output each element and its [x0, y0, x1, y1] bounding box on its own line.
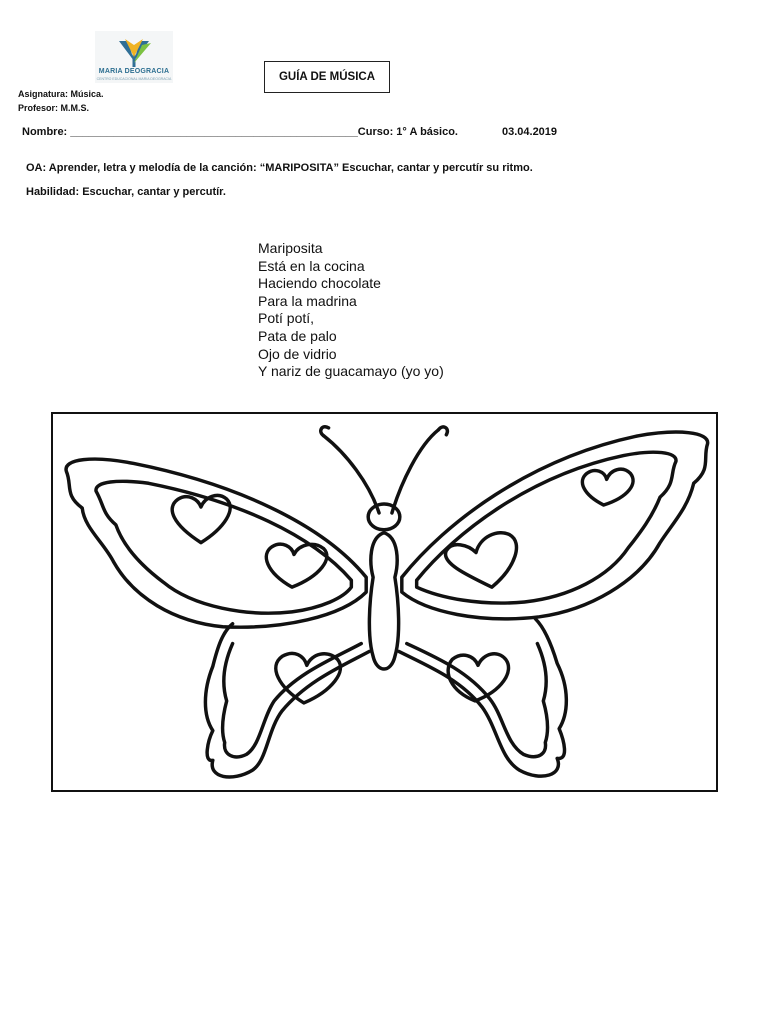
objective-habilidad: Habilidad: Escuchar, cantar y percutír. [26, 186, 226, 198]
lyric-line: Potí potí, [258, 310, 315, 327]
school-logo-icon [95, 31, 173, 83]
butterfly-coloring-icon [53, 414, 716, 790]
asignatura-label: Asignatura: Música. [18, 89, 104, 99]
nombre-curso-text: Nombre: _______________________________________________Curso: 1° A básico. [22, 126, 458, 138]
song-lyrics [258, 240, 444, 381]
logo-subtitle: CENTRO EDUCACIONAL MARIA DEOGRACIA [96, 77, 172, 81]
lyric-line: Mariposita [258, 240, 323, 256]
lyric-line: Está en la cocina [258, 257, 365, 274]
page-title: GUÍA DE MÚSICA [264, 61, 390, 93]
lyric-line: Haciendo chocolate [258, 275, 381, 292]
lyric-line: Y nariz de guacamayo (yo yo) [258, 363, 444, 380]
lyric-line: Para la madrina [258, 292, 357, 309]
illustration-frame [51, 412, 718, 792]
lyric-line: Pata de palo [258, 327, 337, 344]
date-text: 03.04.2019 [501, 126, 558, 138]
objective-oa: OA: Aprender, letra y melodía de la canción: “MARIPOSITA” Escuchar, cantar y percutír su ritmo. [26, 162, 533, 174]
profesor-label: Profesor: M.M.S. [18, 103, 90, 113]
logo-name: MARIA DEOGRACIA [98, 68, 170, 75]
student-name-line [22, 126, 557, 138]
lyric-line: Ojo de vidrio [258, 345, 337, 362]
